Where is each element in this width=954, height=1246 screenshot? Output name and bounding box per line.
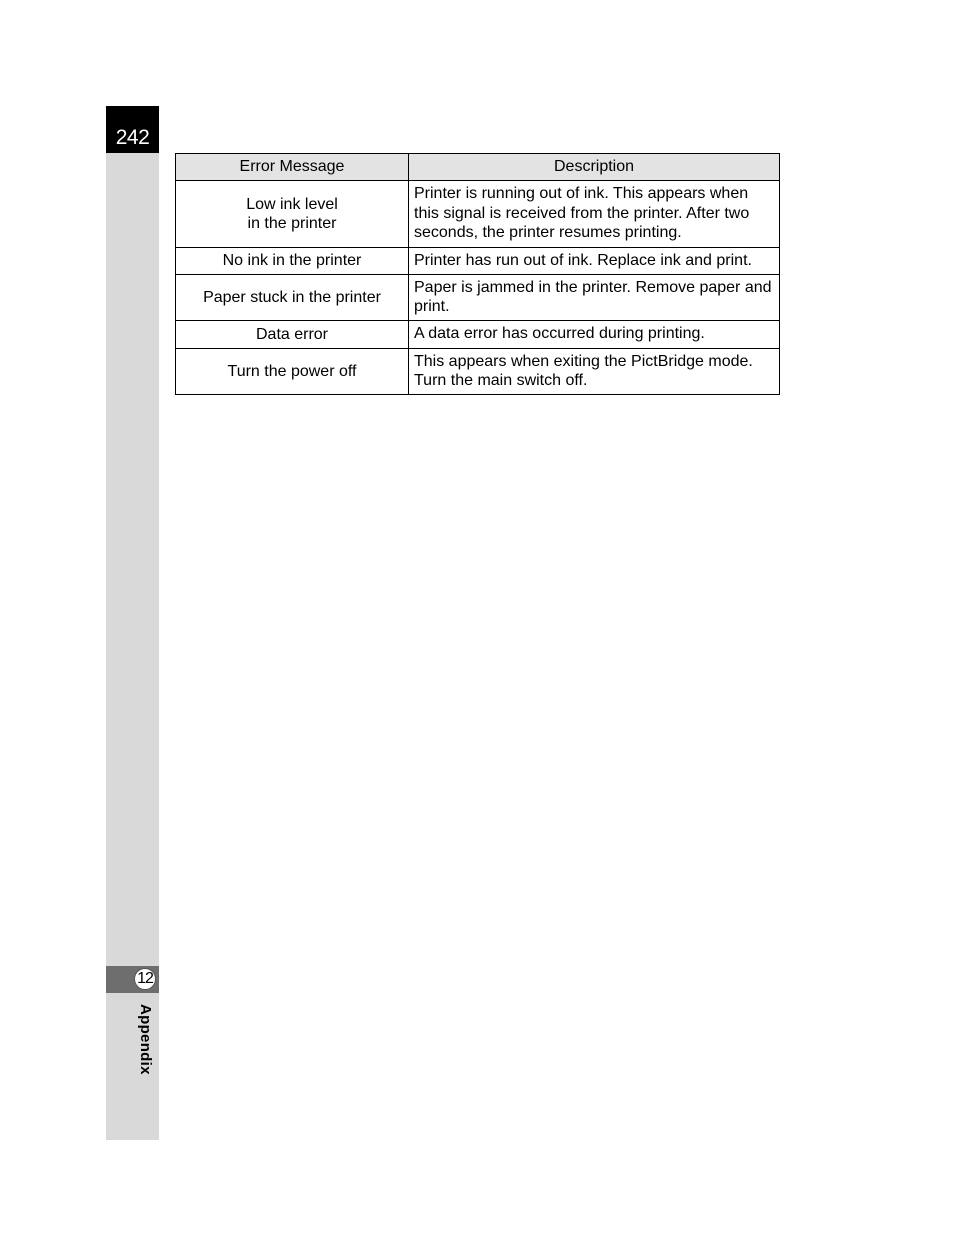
table-row	[176, 349, 780, 395]
table-row	[176, 321, 780, 349]
description-cell: Paper is jammed in the printer. Remove paper and print.	[409, 275, 780, 321]
error-message-cell: Low ink level in the printer	[176, 181, 409, 248]
description-cell: This appears when exiting the PictBridge mode. Turn the main switch off.	[409, 349, 780, 395]
error-message-table	[175, 153, 780, 395]
error-message-cell: Data error	[176, 321, 409, 349]
description-cell: A data error has occurred during printing.	[409, 321, 780, 349]
error-message-cell: Paper stuck in the printer	[176, 275, 409, 321]
error-message-cell: Turn the power off	[176, 349, 409, 395]
description-cell: Printer is running out of ink. This appears when this signal is received from the printer. After two seconds, the printer resumes printing.	[409, 181, 780, 248]
header-description: Description	[409, 154, 780, 181]
page-number: 242	[106, 106, 159, 153]
description-cell: Printer has run out of ink. Replace ink and print.	[409, 248, 780, 275]
table-row	[176, 181, 780, 248]
header-error-message: Error Message	[176, 154, 409, 181]
chapter-label: Appendix	[137, 1004, 154, 1075]
chapter-number: 12	[134, 968, 156, 990]
table-header-row	[176, 154, 780, 181]
table-row	[176, 248, 780, 275]
error-message-cell: No ink in the printer	[176, 248, 409, 275]
table-row	[176, 275, 780, 321]
